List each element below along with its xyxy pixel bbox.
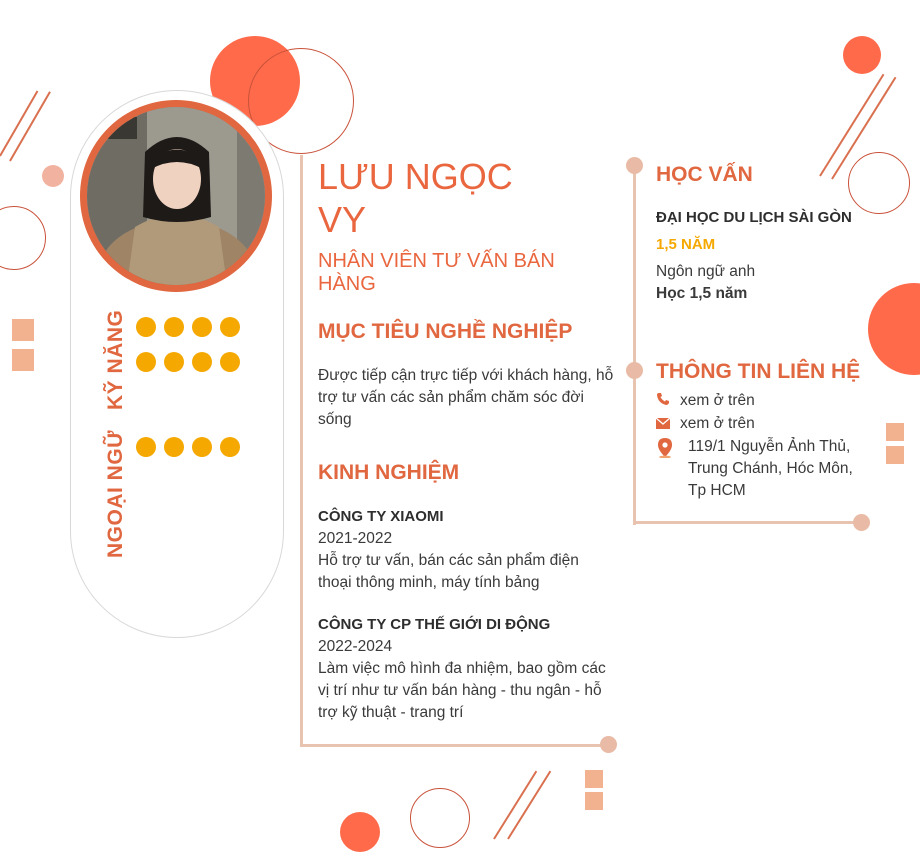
address-line: 119/1 Nguyễn Ảnh Thủ, xyxy=(688,438,851,455)
languages-label: NGOẠI NGỮ xyxy=(104,429,127,558)
decor-circle-bottom xyxy=(340,812,380,852)
mail-icon xyxy=(656,416,670,432)
right-top-endpoint xyxy=(626,157,643,174)
job-line: vị trí như tư vấn bán hàng - thu ngân - hỗ xyxy=(318,682,602,699)
right-hline xyxy=(633,521,863,524)
decor-circle-right xyxy=(868,283,920,375)
decor-square xyxy=(12,349,34,371)
job-line: trợ kỹ thuật - trang trí xyxy=(318,704,464,721)
language-dot xyxy=(192,437,212,457)
skills-label: KỸ NĂNG xyxy=(104,309,127,410)
experience-heading: KINH NGHIỆM xyxy=(318,461,460,484)
objective-heading: MỤC TIÊU NGHỀ NGHIỆP xyxy=(318,320,573,343)
decor-square xyxy=(12,319,34,341)
education-heading: HỌC VẤN xyxy=(656,163,753,186)
skill-dot xyxy=(220,317,240,337)
name-line1: LƯU NGỌC xyxy=(318,156,513,197)
role-line1: NHÂN VIÊN TƯ VẤN BÁN xyxy=(318,250,555,272)
decor-circle-top-right xyxy=(843,36,881,74)
education-school: ĐẠI HỌC DU LỊCH SÀI GÒN xyxy=(656,209,852,226)
phone-icon xyxy=(656,392,670,409)
job-block xyxy=(318,636,628,724)
job-line: Làm việc mô hình đa nhiệm, bao gồm các xyxy=(318,660,606,677)
skill-dot xyxy=(164,352,184,372)
middle-vline xyxy=(300,155,303,747)
middle-hline xyxy=(300,744,608,747)
decor-square xyxy=(886,423,904,441)
job-period: 2021-2022 xyxy=(318,530,393,547)
education-duration: 1,5 NĂM xyxy=(656,236,716,253)
right-end-endpoint xyxy=(853,514,870,531)
objective-line: trợ tư vấn các sản phẩm chăm sóc đời xyxy=(318,389,584,406)
contact-address xyxy=(688,436,868,502)
middle-endpoint xyxy=(600,736,617,753)
portrait-illustration xyxy=(87,107,265,285)
right-vline xyxy=(633,165,636,525)
map-pin-icon xyxy=(656,438,674,461)
decor-ring-left xyxy=(0,206,46,270)
avatar xyxy=(80,100,272,292)
skill-dot xyxy=(164,317,184,337)
skill-dot xyxy=(192,317,212,337)
education-major: Ngôn ngữ anh xyxy=(656,263,756,280)
job-block xyxy=(318,528,618,594)
education-detail: Học 1,5 năm xyxy=(656,285,748,302)
decor-dot-left xyxy=(42,165,64,187)
skill-dot xyxy=(220,352,240,372)
name-line2: VY xyxy=(318,199,367,240)
objective-line: Được tiếp cận trực tiếp với khách hàng, hỗ xyxy=(318,367,614,384)
decor-square xyxy=(585,770,603,788)
role-line2: HÀNG xyxy=(318,273,376,295)
objective-line: sống xyxy=(318,411,352,428)
decor-ring-bottom xyxy=(410,788,470,848)
right-mid-endpoint xyxy=(626,362,643,379)
avatar-photo xyxy=(87,107,265,285)
skill-dot xyxy=(192,352,212,372)
job-line: thoại thông minh, máy tính bảng xyxy=(318,574,540,591)
decor-ring-right xyxy=(848,152,910,214)
address-line: Tp HCM xyxy=(688,482,746,499)
candidate-name xyxy=(318,155,578,241)
contact-phone: xem ở trên xyxy=(680,392,755,409)
job-line: Hỗ trợ tư vấn, bán các sản phẩm điện xyxy=(318,552,579,569)
language-dot xyxy=(164,437,184,457)
job-company: CÔNG TY XIAOMI xyxy=(318,508,444,525)
contact-email: xem ở trên xyxy=(680,415,755,432)
job-period: 2022-2024 xyxy=(318,638,393,655)
job-company: CÔNG TY CP THẾ GIỚI DI ĐỘNG xyxy=(318,616,551,633)
language-dot xyxy=(136,437,156,457)
language-dot xyxy=(220,437,240,457)
decor-square xyxy=(886,446,904,464)
skill-dot xyxy=(136,317,156,337)
address-line: Trung Chánh, Hóc Môn, xyxy=(688,460,853,477)
objective-text xyxy=(318,365,618,431)
skill-dot xyxy=(136,352,156,372)
decor-square xyxy=(585,792,603,810)
contact-heading: THÔNG TIN LIÊN HỆ xyxy=(656,360,861,383)
candidate-role xyxy=(318,250,588,296)
